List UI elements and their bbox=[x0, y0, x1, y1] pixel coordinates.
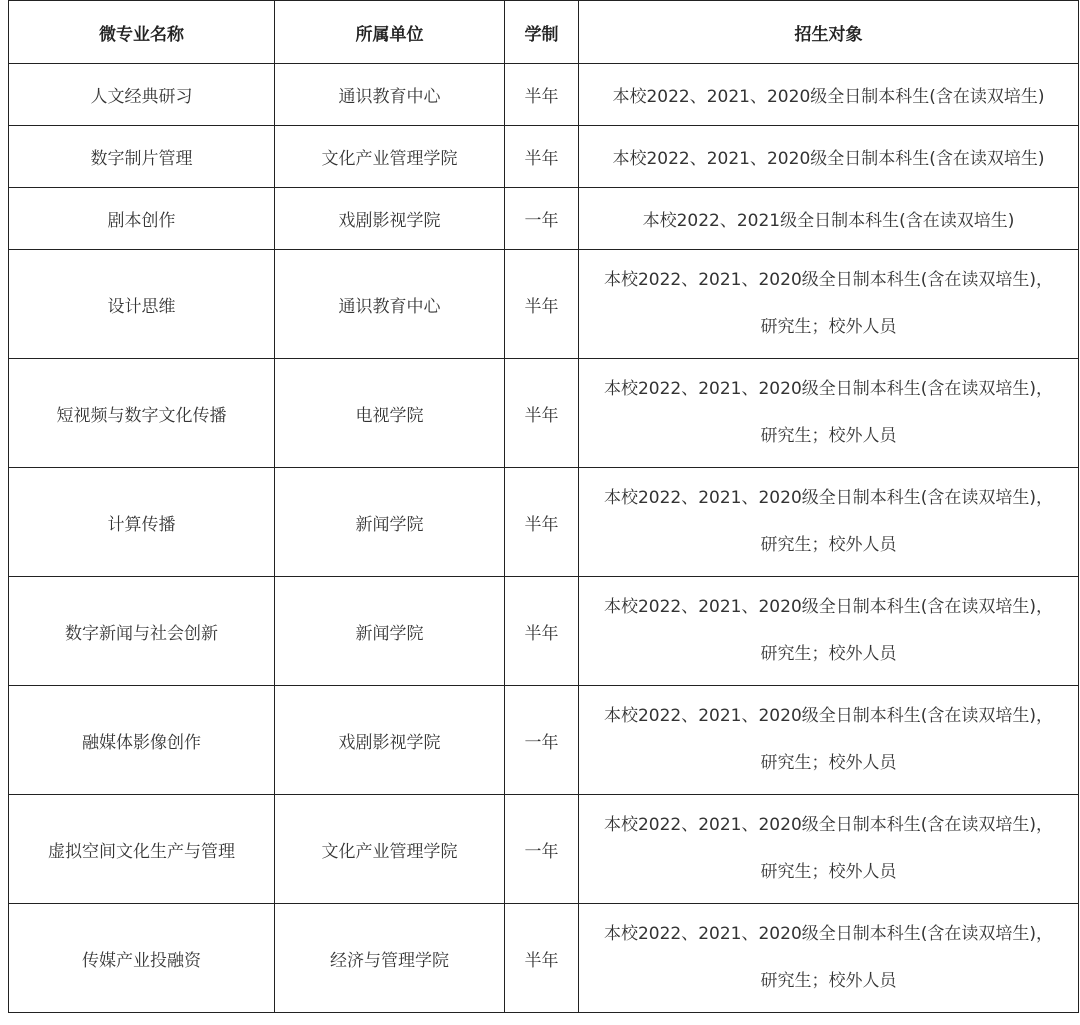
cell-length: 半年 bbox=[505, 126, 579, 188]
cell-length: 半年 bbox=[505, 904, 579, 1013]
cell-name: 人文经典研习 bbox=[9, 64, 275, 126]
cell-target bbox=[579, 686, 1079, 795]
cell-name: 剧本创作 bbox=[9, 188, 275, 250]
cell-name: 传媒产业投融资 bbox=[9, 904, 275, 1013]
cell-name: 数字新闻与社会创新 bbox=[9, 577, 275, 686]
cell-target-line: 本校2022、2021、2020级全日制本科生(含在读双培生)， bbox=[603, 924, 1054, 944]
cell-unit: 文化产业管理学院 bbox=[275, 795, 505, 904]
cell-length: 半年 bbox=[505, 468, 579, 577]
cell-unit: 经济与管理学院 bbox=[275, 904, 505, 1013]
table-row bbox=[9, 188, 1079, 250]
cell-target-line: 本校2022、2021、2020级全日制本科生(含在读双培生)， bbox=[603, 597, 1054, 617]
table-row bbox=[9, 686, 1079, 795]
cell-name: 短视频与数字文化传播 bbox=[9, 359, 275, 468]
cell-name: 虚拟空间文化生产与管理 bbox=[9, 795, 275, 904]
table-body bbox=[9, 64, 1079, 1013]
table-row bbox=[9, 250, 1079, 359]
cell-unit: 通识教育中心 bbox=[275, 250, 505, 359]
cell-length: 一年 bbox=[505, 188, 579, 250]
table-row bbox=[9, 795, 1079, 904]
cell-target-line: 研究生；校外人员 bbox=[760, 753, 897, 773]
cell-length: 一年 bbox=[505, 686, 579, 795]
cell-target-line: 本校2022、2021、2020级全日制本科生(含在读双培生)， bbox=[603, 379, 1054, 399]
table-row bbox=[9, 468, 1079, 577]
header-row bbox=[9, 1, 1079, 64]
cell-unit: 文化产业管理学院 bbox=[275, 126, 505, 188]
table-row bbox=[9, 64, 1079, 126]
cell-name: 融媒体影像创作 bbox=[9, 686, 275, 795]
cell-name: 设计思维 bbox=[9, 250, 275, 359]
cell-target bbox=[579, 904, 1079, 1013]
cell-target bbox=[579, 126, 1079, 188]
cell-target-line: 研究生；校外人员 bbox=[760, 426, 897, 446]
cell-target-line: 本校2022、2021、2020级全日制本科生(含在读双培生)， bbox=[603, 815, 1054, 835]
cell-target-line: 本校2022、2021、2020级全日制本科生(含在读双培生)， bbox=[603, 488, 1054, 508]
cell-length: 半年 bbox=[505, 359, 579, 468]
cell-target-line: 研究生；校外人员 bbox=[760, 971, 897, 991]
cell-length: 一年 bbox=[505, 795, 579, 904]
cell-target-line: 本校2022、2021、2020级全日制本科生(含在读双培生) bbox=[612, 87, 1045, 107]
cell-unit: 新闻学院 bbox=[275, 468, 505, 577]
table-row bbox=[9, 359, 1079, 468]
cell-length: 半年 bbox=[505, 64, 579, 126]
header-unit: 所属单位 bbox=[275, 1, 505, 64]
cell-target bbox=[579, 188, 1079, 250]
cell-unit: 通识教育中心 bbox=[275, 64, 505, 126]
cell-target-line: 研究生；校外人员 bbox=[760, 644, 897, 664]
cell-unit: 戏剧影视学院 bbox=[275, 686, 505, 795]
cell-target-line: 本校2022、2021、2020级全日制本科生(含在读双培生) bbox=[612, 149, 1045, 169]
cell-name: 数字制片管理 bbox=[9, 126, 275, 188]
cell-target bbox=[579, 468, 1079, 577]
header-target: 招生对象 bbox=[579, 1, 1079, 64]
cell-unit: 戏剧影视学院 bbox=[275, 188, 505, 250]
table-row bbox=[9, 126, 1079, 188]
cell-target bbox=[579, 577, 1079, 686]
cell-target bbox=[579, 359, 1079, 468]
cell-target-line: 研究生；校外人员 bbox=[760, 317, 897, 337]
cell-target-line: 研究生；校外人员 bbox=[760, 862, 897, 882]
table-row bbox=[9, 577, 1079, 686]
cell-target-line: 本校2022、2021级全日制本科生(含在读双培生) bbox=[642, 211, 1015, 231]
cell-target bbox=[579, 64, 1079, 126]
micro-major-table bbox=[8, 0, 1079, 1013]
cell-unit: 新闻学院 bbox=[275, 577, 505, 686]
cell-target-line: 本校2022、2021、2020级全日制本科生(含在读双培生)， bbox=[603, 706, 1054, 726]
table-row bbox=[9, 904, 1079, 1013]
header-length: 学制 bbox=[505, 1, 579, 64]
cell-unit: 电视学院 bbox=[275, 359, 505, 468]
cell-target bbox=[579, 250, 1079, 359]
table-header bbox=[9, 1, 1079, 64]
cell-length: 半年 bbox=[505, 250, 579, 359]
header-name: 微专业名称 bbox=[9, 1, 275, 64]
cell-name: 计算传播 bbox=[9, 468, 275, 577]
cell-target-line: 本校2022、2021、2020级全日制本科生(含在读双培生)， bbox=[603, 270, 1054, 290]
cell-length: 半年 bbox=[505, 577, 579, 686]
cell-target bbox=[579, 795, 1079, 904]
cell-target-line: 研究生；校外人员 bbox=[760, 535, 897, 555]
